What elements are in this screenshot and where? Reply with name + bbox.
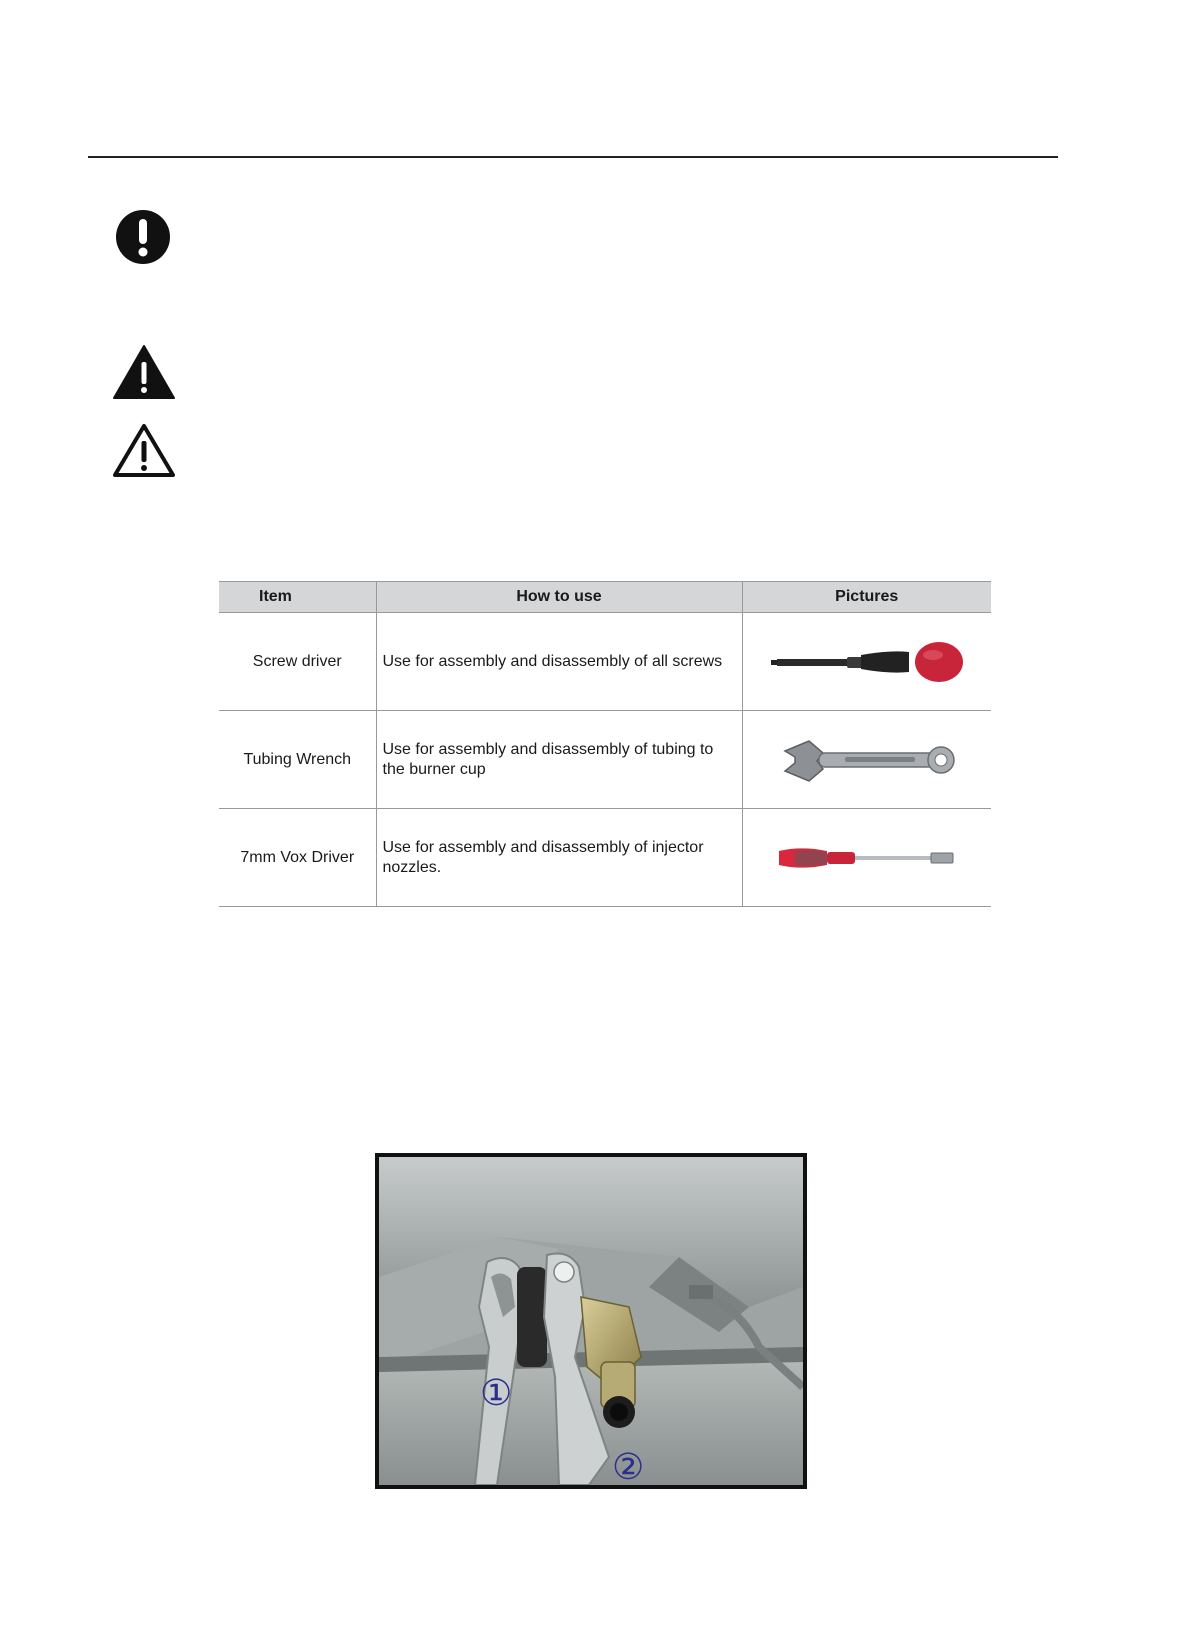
caution-outline-icon (112, 422, 176, 478)
table-row (219, 809, 991, 907)
header-item: Item (219, 582, 376, 613)
header-how-to-use: How to use (376, 582, 742, 613)
table-header-row (219, 582, 991, 613)
adjustable-wrench-image (742, 711, 991, 809)
row-item: 7mm Vox Driver (219, 809, 376, 907)
screwdriver-image (742, 613, 991, 711)
row-item: Tubing Wrench (219, 711, 376, 809)
header-pictures: Pictures (742, 582, 991, 613)
burner-cup-photo (375, 1153, 807, 1489)
header-rule (88, 156, 1058, 158)
nut-driver-image (742, 809, 991, 907)
warning-filled-icon (112, 344, 176, 400)
row-use: Use for assembly and disassembly of all screws (376, 613, 742, 711)
callout-1: ① (480, 1373, 513, 1414)
row-use: Use for assembly and disassembly of injector nozzles. (376, 809, 742, 907)
table-row (219, 613, 991, 711)
callout-2: ② (612, 1447, 645, 1488)
table-row (219, 711, 991, 809)
row-item: Screw driver (219, 613, 376, 711)
exclamation-circle-icon (114, 208, 172, 266)
tools-table (219, 581, 991, 907)
row-use: Use for assembly and disassembly of tubing to the burner cup (376, 711, 742, 809)
